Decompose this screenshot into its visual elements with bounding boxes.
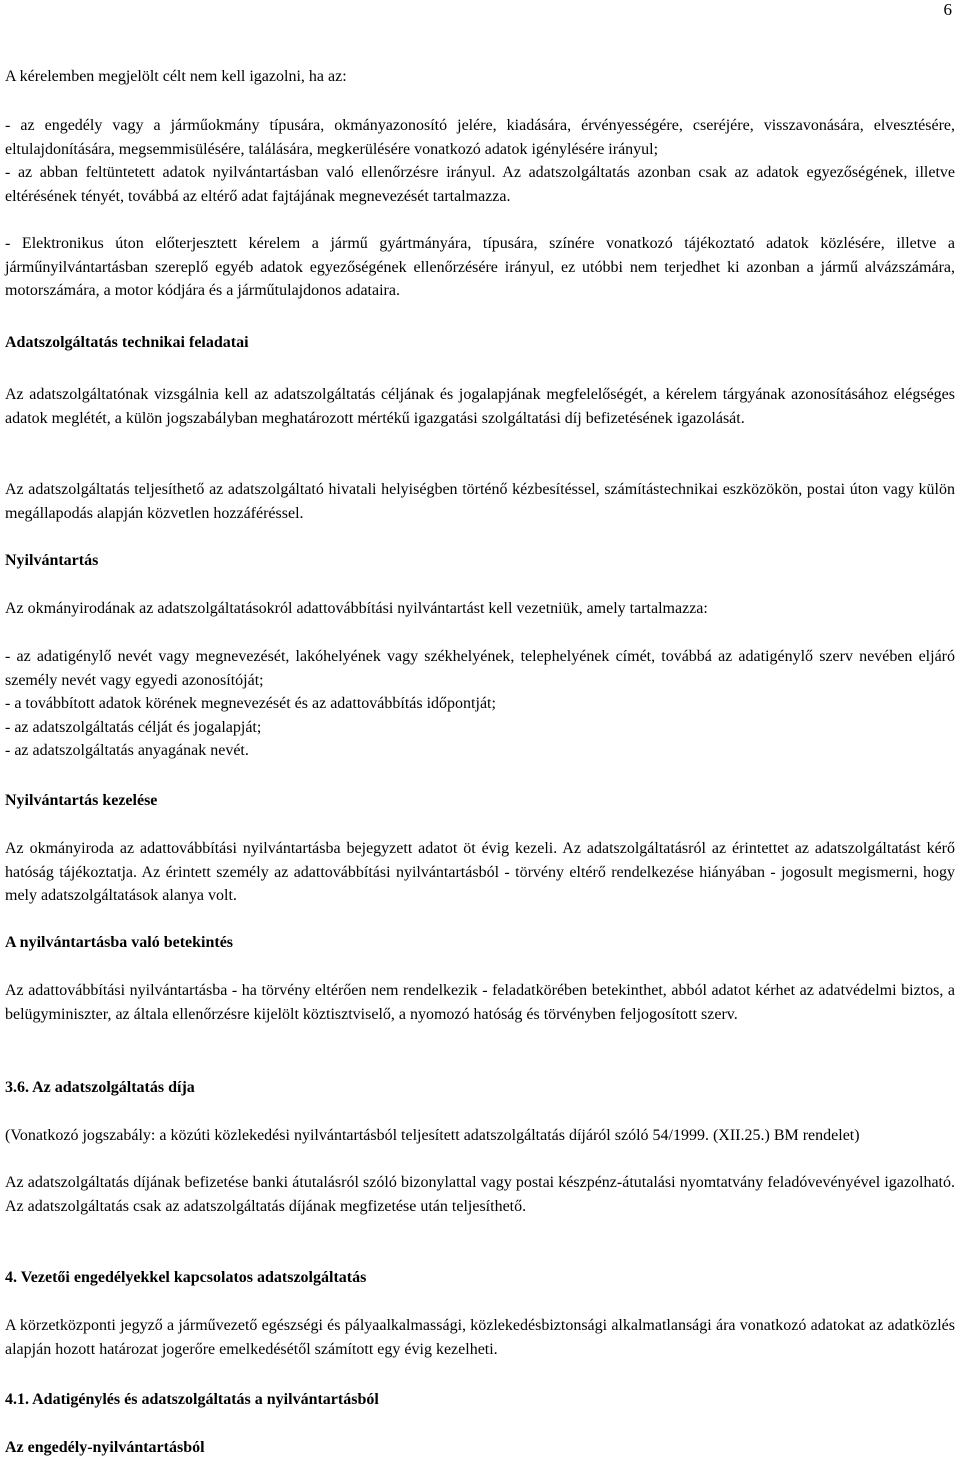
heading-vezetoi: 4. Vezetői engedélyekkel kapcsolatos adatszolgáltatás [5, 1269, 367, 1286]
exempt-item-1: - az engedély vagy a járműokmány típusára, okmányazonosító jelére, kiadására, érvényességére, cseréjére, visszavonására, elvesztésére, eltulajdonítására, megsemmisülésére, találására, megkerülésére vonatkozó adatok igénylésére irányul; [5, 117, 955, 158]
heading-nyilvantartas: Nyilvántartás [5, 552, 99, 569]
heading-betekintes: A nyilvántartásba való betekintés [5, 934, 234, 951]
technikai-paragraph-1: Az adatszolgáltatónak vizsgálnia kell az adatszolgáltatás céljának és jogalapjának megfelelőségét, a kérelem tárgyának azonosításához elégséges adatok meglétét, a külön jogszabályban meghatározott mértékű igazgatási szolgáltatási díj befizetésének igazolását. [5, 386, 955, 427]
nyilvantartas-item-2: - a továbbított adatok körének megnevezését és az adattovábbítás időpontját; [5, 695, 496, 712]
intro-paragraph: A kérelemben megjelölt célt nem kell igazolni, ha az: [5, 68, 347, 85]
dij-paragraph-2: Az adatszolgáltatás díjának befizetése banki átutalásról szóló bizonylattal vagy postai készpénz-átutalási nyomtatvány feladóvevényével igazolható. Az adatszolgáltatás csak az adatszolgáltatás díjának megfizetése után teljesíthető. [5, 1174, 955, 1215]
nyilvantartas-paragraph: Az okmányirodának az adatszolgáltatásokról adattovábbítási nyilvántartást kell vezetniük, amely tartalmazza: [5, 600, 708, 617]
nyilvantartas-item-3: - az adatszolgáltatás célját és jogalapját; [5, 719, 262, 736]
nyilvantartas-item-1: - az adatigénylő nevét vagy megnevezését, lakóhelyének vagy székhelyének, telephelyének címét, továbbá az adatigénylő szerv nevében eljáró személy nevét vagy egyedi azonosítóját; [5, 648, 955, 689]
technikai-paragraph-2: Az adatszolgáltatás teljesíthető az adatszolgáltató hivatali helyiségben történő kézbesítéssel, számítástechnikai eszközökön, postai úton vagy külön megállapodás alapján közvetlen hozzáféréssel. [5, 481, 955, 522]
page-number: 6 [943, 0, 952, 19]
exempt-item-3: - Elektronikus úton előterjesztett kérelem a jármű gyártmányára, típusára, színére vonatkozó tájékoztató adatok közlésére, illetve a járműnyilvántartásban szereplő egyéb adatok egyezőségének ellenőrzésére irányul, ez utóbbi nem terjedhet ki azonban a jármű alvázszámára, motorszámára, a motor kódjára és a járműtulajdonos adataira. [5, 235, 955, 300]
exempt-item-2: - az abban feltüntetett adatok nyilvántartásban való ellenőrzésre irányul. Az adatszolgáltatás azonban csak az adatok egyezőségének, illetve eltérésének tényét, továbbá az eltérő adat fajtájának megnevezését tartalmazza. [5, 164, 955, 205]
dij-paragraph-1: (Vonatkozó jogszabály: a közúti közlekedési nyilvántartásból teljesített adatszolgáltatás díjáról szóló 54/1999. (XII.25.) BM rendelet) [5, 1127, 860, 1144]
nyilvantartas-item-4: - az adatszolgáltatás anyagának nevét. [5, 742, 249, 759]
heading-kezelese: Nyilvántartás kezelése [5, 792, 158, 809]
kezelese-paragraph: Az okmányiroda az adattovábbítási nyilvántartásba bejegyzett adatot öt évig kezeli. Az adatszolgáltatásról az érintettet az adatszolgáltatást kérő hatóság tájékoztatja. Az érintett személy az adattovábbítási nyilvántartásból - törvény eltérő rendelkezése hiányában - jogosult megismerni, hogy mely adatszolgáltatások alanya volt. [5, 840, 955, 905]
vezetoi-paragraph: A körzetközponti jegyző a járművezető egészségi és pályaalkalmassági, közlekedésbiztonsági alkalmatlansági ára vonatkozó adatokat az adatközlés alapján hozott határozat jogerőre emelkedésétől számított egy évig kezelheti. [5, 1317, 955, 1358]
betekintes-paragraph: Az adattovábbítási nyilvántartásba - ha törvény eltérően nem rendelkezik - feladatkörében betekinthet, abból adatot kérhet az adatvédelmi biztos, a belügyminiszter, az általa ellenőrzésre kijelölt köztisztviselő, a nyomozó hatóság és törvényben feljogosított szerv. [5, 982, 955, 1023]
heading-engedely: Az engedély-nyilvántartásból [5, 1439, 205, 1456]
heading-technikai: Adatszolgáltatás technikai feladatai [5, 334, 249, 351]
heading-dij: 3.6. Az adatszolgáltatás díja [5, 1079, 195, 1096]
heading-adatigenyles: 4.1. Adatigénylés és adatszolgáltatás a nyilvántartásból [5, 1391, 379, 1408]
